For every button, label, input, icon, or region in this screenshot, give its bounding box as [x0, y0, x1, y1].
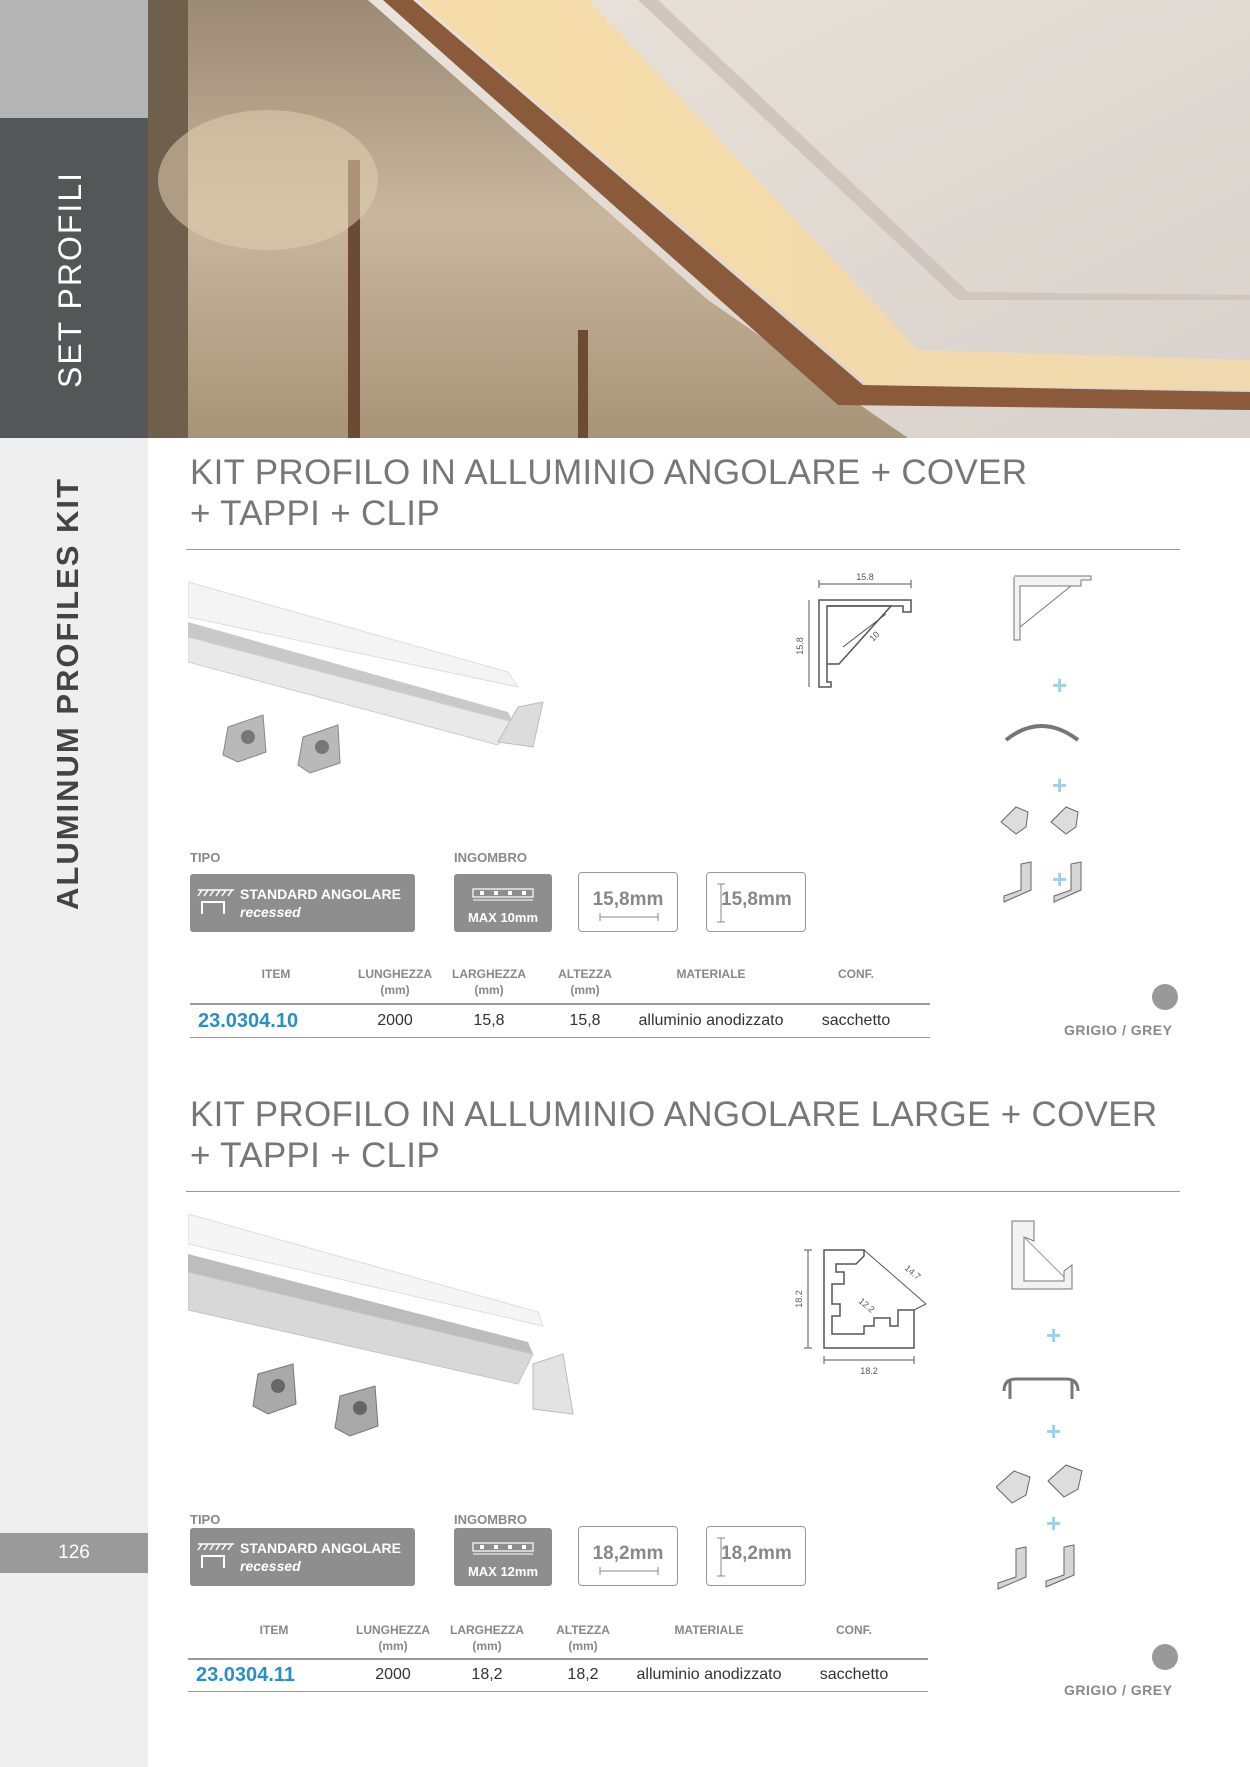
table-header-rule	[188, 1658, 928, 1660]
product-photo	[188, 1214, 588, 1454]
plus-icon: +	[1046, 1508, 1062, 1538]
th-larghezza	[444, 966, 534, 998]
tipo-label: TIPO	[190, 850, 221, 865]
th-unit: (mm)	[568, 1639, 598, 1653]
height-dimension-box	[706, 1526, 806, 1586]
kit-components	[996, 1219, 1106, 1599]
th-lunghezza	[350, 966, 440, 998]
height-dimension-box	[706, 872, 806, 932]
drawing-dim-bottom: 18.2	[860, 1366, 878, 1376]
th-lunghezza-label: LUNGHEZZA	[358, 967, 432, 981]
drawing-dim-diag: 10	[867, 629, 882, 644]
led-strip-icon	[472, 1540, 534, 1556]
type-label: STANDARD ANGOLARE	[240, 886, 401, 902]
led-strip-icon	[472, 886, 534, 902]
th-unit: (mm)	[378, 1639, 408, 1653]
th-altezza-label: ALTEZZA	[556, 1623, 610, 1637]
kit-components	[996, 572, 1106, 912]
ingombro-label: INGOMBRO	[454, 1512, 527, 1527]
th-larghezza-label: LARGHEZZA	[452, 967, 526, 981]
drawing-dim-top: 15.8	[856, 572, 874, 582]
cell-altezza: 18,2	[567, 1666, 599, 1683]
type-label: STANDARD ANGOLARE	[240, 1540, 401, 1556]
th-materiale: MATERIALE	[676, 967, 746, 981]
th-materiale: MATERIALE	[674, 1623, 744, 1637]
width-arrow-icon	[599, 1567, 659, 1575]
th-lunghezza-label: LUNGHEZZA	[356, 1623, 430, 1637]
sidebar-subtitle: ALUMINUM PROFILES KIT	[50, 477, 85, 910]
cell-lunghezza: 2000	[377, 1012, 413, 1029]
color-swatch	[1152, 984, 1178, 1010]
th-larghezza	[442, 1622, 532, 1654]
width-arrow-icon	[599, 913, 659, 921]
th-altezza-label: ALTEZZA	[558, 967, 612, 981]
plus-icon: +	[1046, 1416, 1062, 1446]
width-value: 18,2mm	[592, 1543, 664, 1564]
th-unit: (mm)	[380, 983, 410, 997]
type-badge	[190, 874, 415, 932]
tipo-label: TIPO	[190, 1512, 221, 1527]
product-section-2	[186, 1094, 1180, 1724]
cell-conf: sacchetto	[821, 1012, 891, 1029]
height-value: 15,8mm	[721, 889, 792, 910]
cell-materiale: alluminio anodizzato	[636, 1666, 782, 1683]
max-strip-width: MAX 12mm	[467, 1564, 539, 1579]
th-lunghezza	[348, 1622, 438, 1654]
plus-icon: +	[1052, 864, 1068, 894]
color-label: GRIGIO / GREY	[1064, 1682, 1173, 1698]
cell-larghezza: 15,8	[473, 1012, 505, 1029]
hero-image	[148, 0, 1250, 438]
th-larghezza-label: LARGHEZZA	[450, 1623, 524, 1637]
type-sub: recessed	[240, 1558, 301, 1574]
table-bottom-rule	[188, 1691, 928, 1692]
color-label: GRIGIO / GREY	[1064, 1022, 1173, 1038]
th-conf: CONF.	[838, 967, 874, 981]
color-swatch	[1152, 1644, 1178, 1670]
drawing-dim-left: 18.2	[794, 1290, 804, 1308]
th-altezza	[540, 966, 630, 998]
sidebar	[0, 0, 148, 1767]
product-title-line2: + TAPPI + CLIP	[190, 494, 440, 533]
th-unit: (mm)	[474, 983, 504, 997]
max-strip-width: MAX 10mm	[467, 910, 539, 925]
recessed-icon	[196, 1542, 236, 1572]
width-value: 15,8mm	[592, 889, 664, 910]
th-item: ITEM	[261, 967, 291, 981]
cell-materiale: alluminio anodizzato	[638, 1012, 784, 1029]
ingombro-badge	[454, 874, 552, 932]
item-code: 23.0304.11	[196, 1664, 295, 1686]
th-item: ITEM	[259, 1623, 289, 1637]
th-altezza	[538, 1622, 628, 1654]
cell-conf: sacchetto	[819, 1666, 889, 1683]
th-conf: CONF.	[836, 1623, 872, 1637]
product-photo	[188, 577, 568, 802]
cell-lunghezza: 2000	[375, 1666, 411, 1683]
cell-larghezza: 18,2	[471, 1666, 503, 1683]
th-unit: (mm)	[472, 1639, 502, 1653]
plus-icon: +	[1046, 1320, 1062, 1350]
table-header-rule	[190, 1003, 930, 1005]
item-code: 23.0304.10	[198, 1010, 299, 1032]
product-title-line2: + TAPPI + CLIP	[190, 1136, 440, 1175]
drawing-dim-top: 14.7	[902, 1262, 923, 1282]
th-unit: (mm)	[570, 983, 600, 997]
width-dimension-box	[578, 872, 678, 932]
product-title-line1: KIT PROFILO IN ALLUMINIO ANGOLARE LARGE + COVER	[190, 1095, 1158, 1134]
page-number: 126	[0, 1533, 148, 1573]
table-bottom-rule	[190, 1037, 930, 1038]
title-divider	[186, 1191, 1180, 1192]
ingombro-badge	[454, 1528, 552, 1586]
drawing-dim-inner: 12.2	[856, 1295, 877, 1315]
profile-drawing	[791, 572, 931, 702]
type-badge	[190, 1528, 415, 1586]
width-dimension-box	[578, 1526, 678, 1586]
profile-drawing	[786, 1234, 956, 1394]
sidebar-top-band	[0, 0, 148, 118]
plus-icon: +	[1052, 770, 1068, 800]
type-sub: recessed	[240, 904, 301, 920]
product-section-1	[186, 452, 1180, 1042]
plus-icon: +	[1052, 670, 1068, 700]
cell-altezza: 15,8	[569, 1012, 601, 1029]
sidebar-category-label: SET PROFILI	[52, 170, 88, 388]
ingombro-label: INGOMBRO	[454, 850, 527, 865]
height-value: 18,2mm	[721, 1543, 792, 1564]
drawing-dim-left: 15.8	[795, 637, 805, 655]
recessed-icon	[196, 888, 236, 918]
title-divider	[186, 549, 1180, 550]
product-title-line1: KIT PROFILO IN ALLUMINIO ANGOLARE + COVER	[190, 453, 1028, 492]
product-title-1	[186, 452, 1180, 534]
product-title-2	[186, 1094, 1180, 1176]
